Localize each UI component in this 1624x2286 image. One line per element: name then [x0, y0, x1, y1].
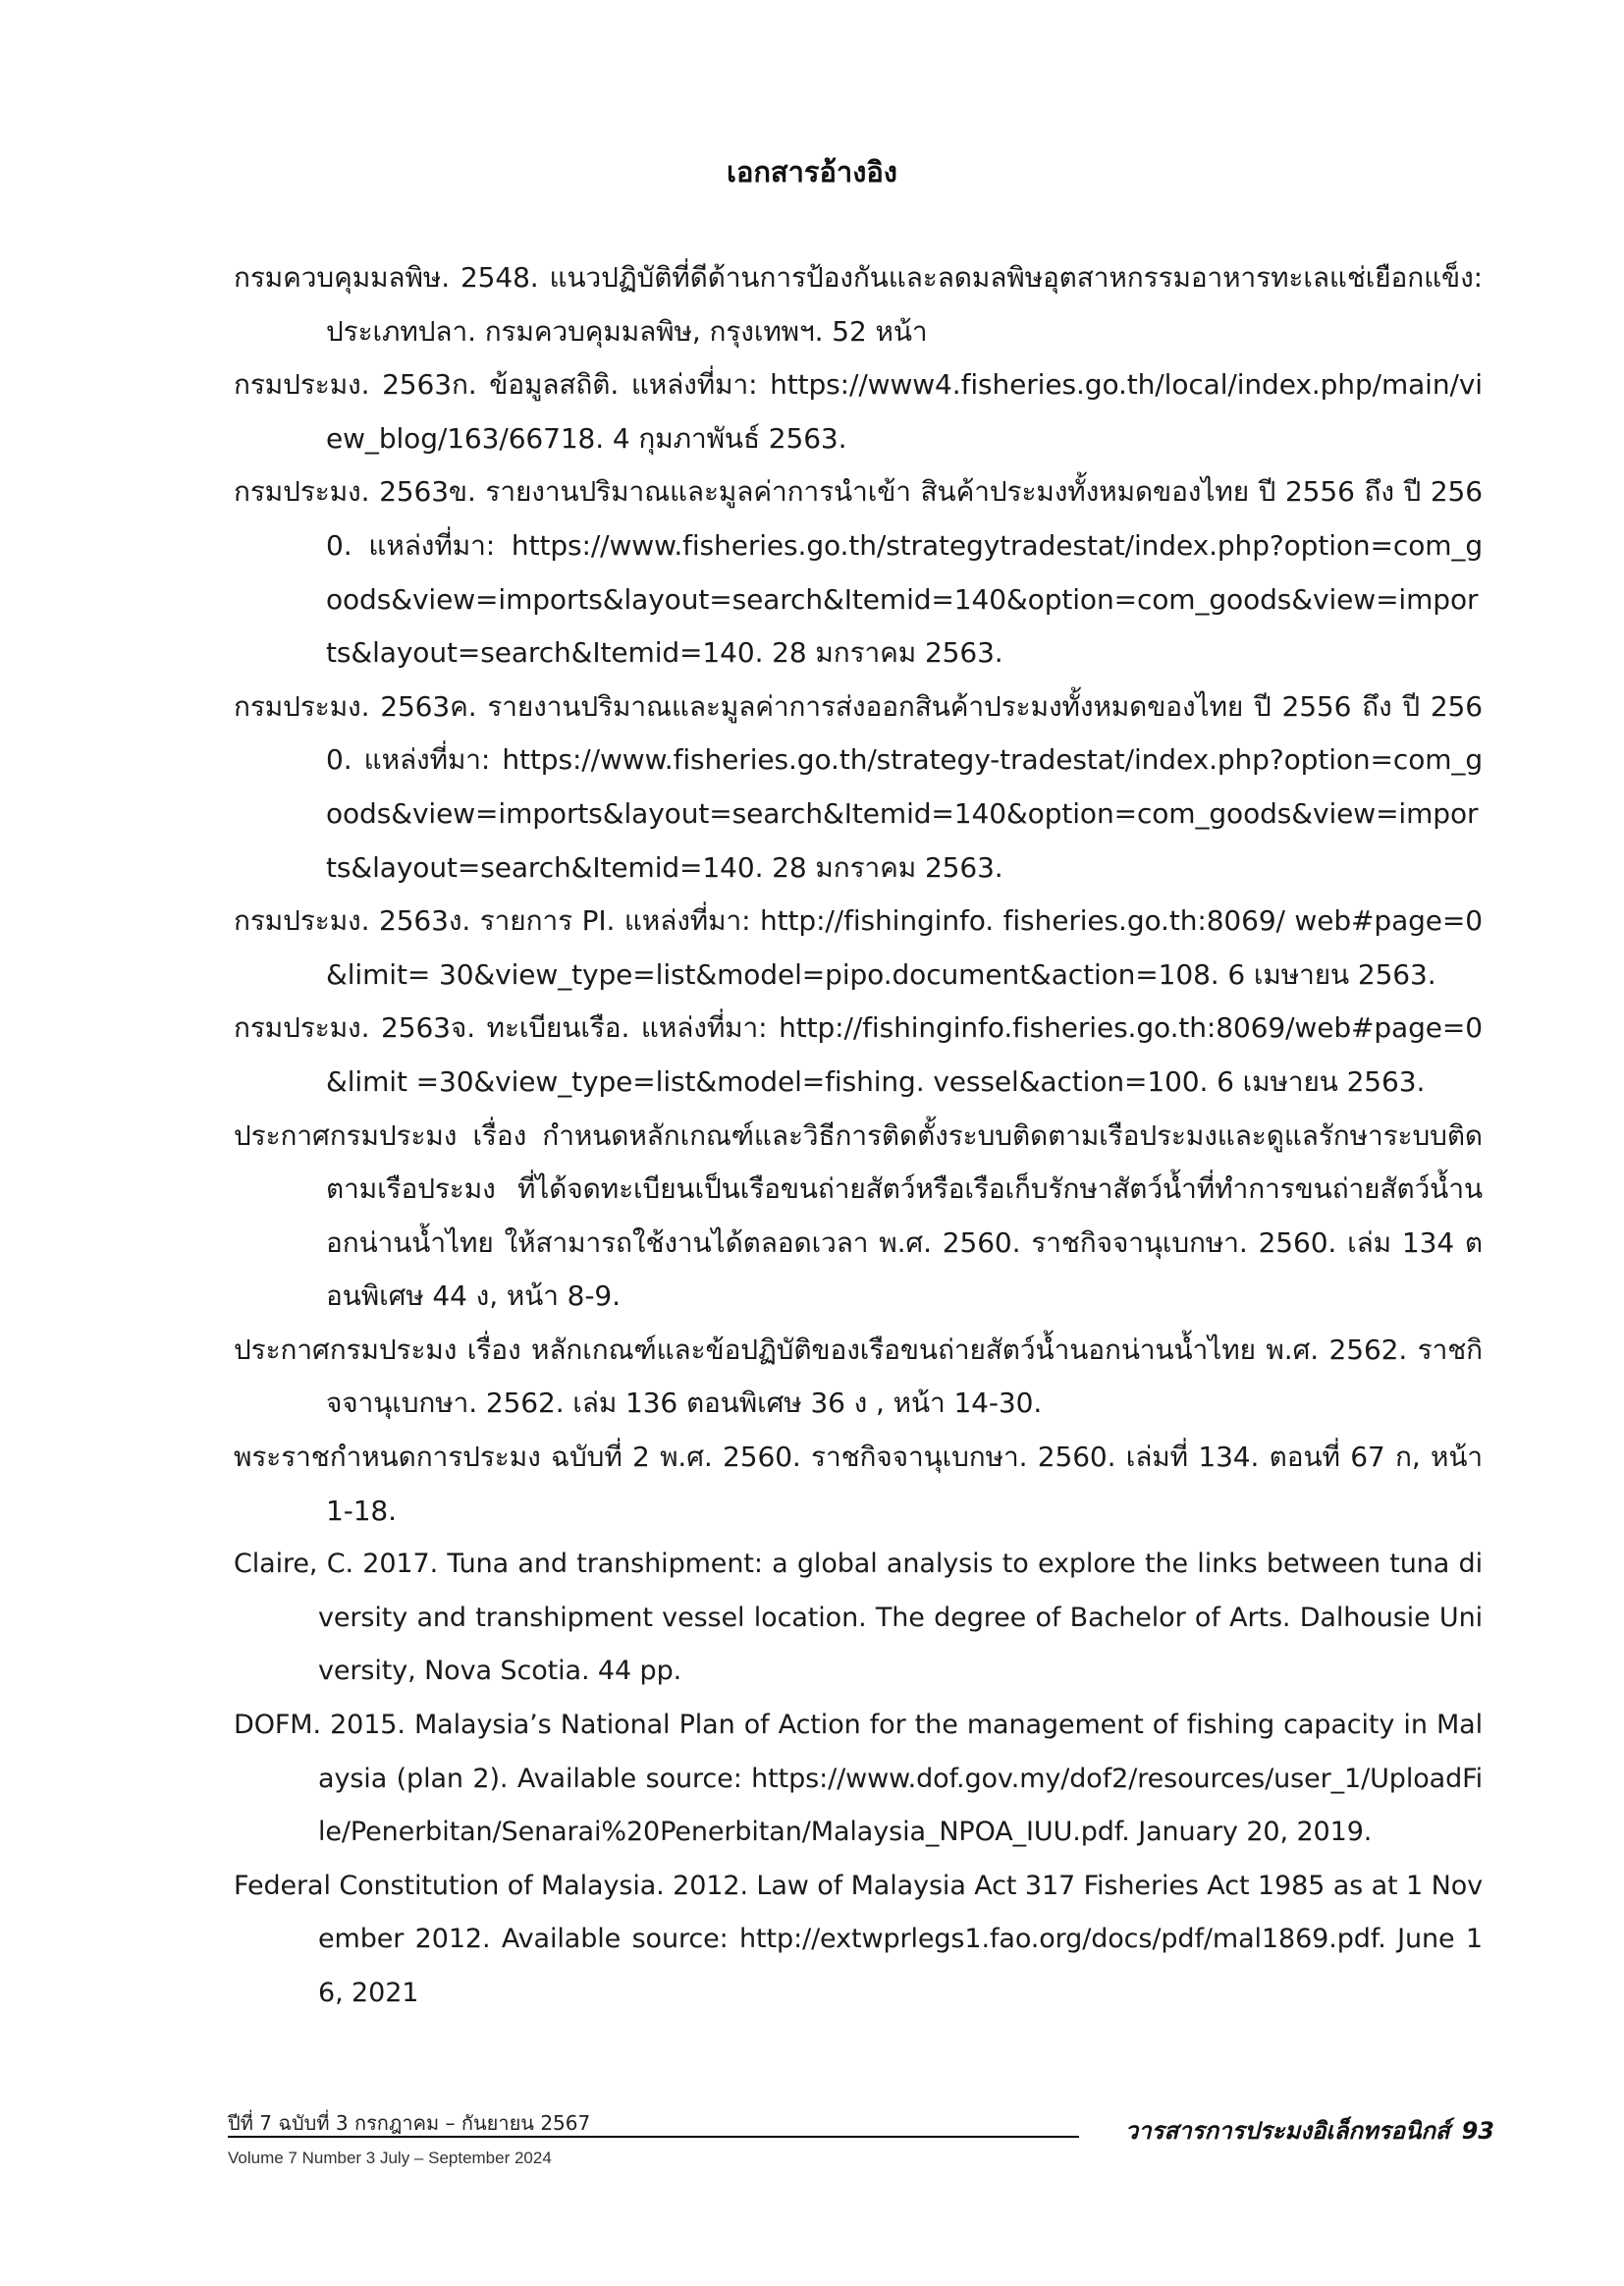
- reference-item: ประกาศกรมประมง เรื่อง กำหนดหลักเกณฑ์และวิธีการติดตั้งระบบติดตามเรือประมงและดูแลรักษาระบบติดตามเรือประมง ที่ได้จดทะเบียนเป็นเรือขนถ่ายสัตว์หรือเรือเก็บรักษาสัตว์น้ำที่ทำการขนถ่ายสัตว์น้ำนอกน่านน้ำไทย ให้สามารถใช้งานได้ตลอดเวลา พ.ศ. 2560. ราชกิจจานุเบกษา. 2560. เล่ม 134 ตอนพิเศษ 44 ง, หน้า 8-9.: [234, 1118, 1483, 1313]
- reference-item: กรมประมง. 2563ง. รายการ PI. แหล่งที่มา: http://fishinginfo. fisheries.go.th:8069/ web#page=0&limit= 30&view_type=list&model=pipo.document&action=108. 6 เมษายน 2563.: [234, 904, 1483, 991]
- reference-item: กรมประมง. 2563จ. ทะเบียนเรือ. แหล่งที่มา: http://fishinginfo.fisheries.go.th:8069/web#page=0&limit =30&view_type=list&model=fishing. vessel&action=100. 6 เมษายน 2563.: [234, 1011, 1483, 1098]
- footer-issue-thai: ปีที่ 7 ฉบับที่ 3 กรกฎาคม – กันยายน 2567: [228, 2111, 591, 2135]
- reference-item: กรมประมง. 2563ก. ข้อมูลสถิติ. แหล่งที่มา: https://www4.fisheries.go.th/local/index.php/main/view_blog/163/66718. 4 กุมภาพันธ์ 2563.: [234, 368, 1483, 455]
- reference-item: พระราชกำหนดการประมง ฉบับที่ 2 พ.ศ. 2560. ราชกิจจานุเบกษา. 2560. เล่มที่ 134. ตอนที่ 67 ก, หน้า 1-18.: [234, 1441, 1483, 1527]
- journal-name: วารสารการประมงอิเล็กทรอนิกส์: [1124, 2117, 1450, 2145]
- footer-divider: [228, 2136, 1079, 2138]
- reference-item: Federal Constitution of Malaysia. 2012. Law of Malaysia Act 317 Fisheries Act 1985 as at 1 November 2012. Available source: http://extwprlegs1.fao.org/docs/pdf/mal1869.pdf. June 16, 2021: [234, 1870, 1483, 2008]
- reference-item: กรมประมง. 2563ข. รายงานปริมาณและมูลค่าการนำเข้า สินค้าประมงทั้งหมดของไทย ปี 2556 ถึง ปี 2560. แหล่งที่มา: https://www.fisheries.go.th/strategytradestat/index.php?option=com_goods&view=imports&layout=search&Itemid=140&option=com_goods&view=imports&layout=search&Itemid=140. 28 มกราคม 2563.: [234, 475, 1483, 670]
- reference-item: DOFM. 2015. Malaysia’s National Plan of Action for the management of fishing capacity in Malaysia (plan 2). Available source: https://www.dof.gov.my/dof2/resources/user_1/UploadFile/Penerbitan/Senarai%20Penerbitan/Malaysia_NPOA_IUU.pdf. January 20, 2019.: [234, 1710, 1483, 1848]
- reference-list: [234, 251, 1483, 2021]
- reference-item: Claire, C. 2017. Tuna and transhipment: a global analysis to explore the links between tuna diversity and transhipment vessel location. The degree of Bachelor of Arts. Dalhousie University, Nova Scotia. 44 pp.: [234, 1549, 1483, 1687]
- reference-item: ประกาศกรมประมง เรื่อง หลักเกณฑ์และข้อปฏิบัติของเรือขนถ่ายสัตว์น้ำนอกน่านน้ำไทย พ.ศ. 2562. ราชกิจจานุเบกษา. 2562. เล่ม 136 ตอนพิเศษ 36 ง , หน้า 14-30.: [234, 1333, 1483, 1420]
- reference-item: กรมประมง. 2563ค. รายงานปริมาณและมูลค่าการส่งออกสินค้าประมงทั้งหมดของไทย ปี 2556 ถึง ปี 2560. แหล่งที่มา: https://www.fisheries.go.th/strategy-tradestat/index.php?option=com_goods&view=imports&layout=search&Itemid=140&option=com_goods&view=imports&layout=search&Itemid=140. 28 มกราคม 2563.: [234, 689, 1483, 884]
- page-footer: [228, 2107, 1494, 2196]
- page-number: 93: [1461, 2117, 1494, 2145]
- footer-issue-english: Volume 7 Number 3 July – September 2024: [228, 2149, 552, 2167]
- reference-item: กรมควบคุมมลพิษ. 2548. แนวปฏิบัติที่ดีด้านการป้องกันและลดมลพิษอุตสาหกรรมอาหารทะเลแช่เยือกแข็ง: ประเภทปลา. กรมควบคุมมลพิษ, กรุงเทพฯ. 52 หน้า: [234, 261, 1483, 348]
- footer-journal-title: [1125, 2111, 1494, 2150]
- page-title: เอกสารอ้างอิง: [727, 155, 897, 189]
